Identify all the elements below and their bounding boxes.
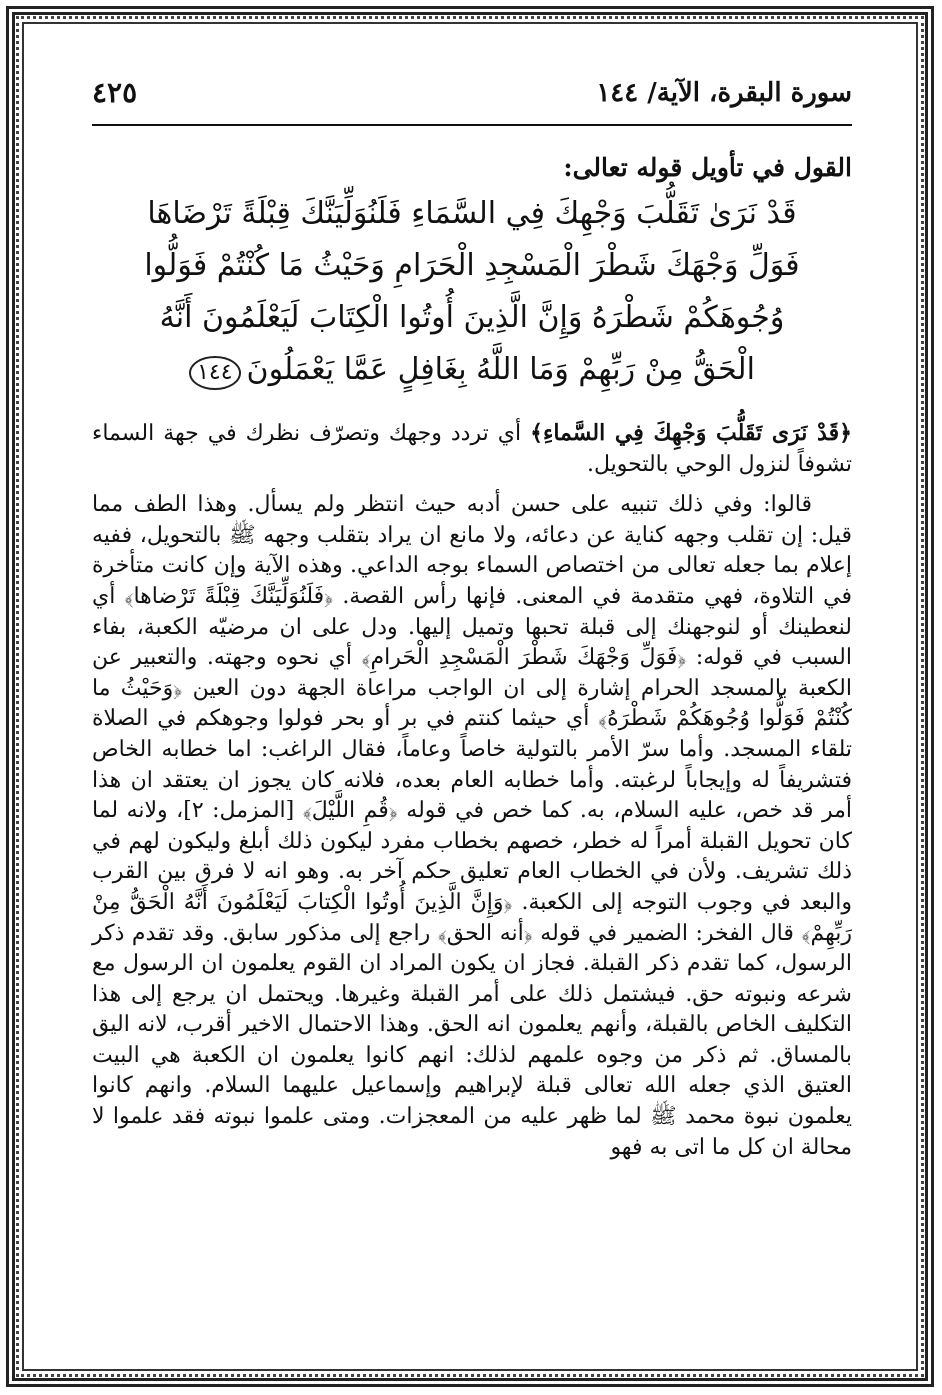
quran-verse bbox=[92, 188, 852, 396]
running-title: سورة البقرة، الآية/ ١٤٤ bbox=[596, 78, 852, 108]
verse-number-marker: ١٤٤ bbox=[189, 356, 240, 390]
page-body bbox=[92, 150, 852, 1163]
page-header bbox=[92, 74, 852, 118]
section-heading: القول في تأويل قوله تعالى: bbox=[563, 153, 852, 182]
commentary-paragraph-1 bbox=[92, 418, 852, 480]
page-number: ٤٢٥ bbox=[92, 76, 138, 109]
verse-quote: ﴿قَدْ نَرَى تَقَلُّبَ وَجْهِكَ فِي السَّماءِ﴾ bbox=[530, 420, 852, 446]
header-rule bbox=[92, 124, 852, 126]
paragraph-text: أي تردد وجهك وتصرّف نظرك في جهة السماء تشوفاً لنزول الوحي بالتحويل. bbox=[92, 421, 852, 477]
commentary-paragraph-2: قالوا: وفي ذلك تنبيه على حسن أدبه حيث انتظر ولم يسأل. وهذا الطف مما قيل: إن تقلب وجهه كناية عن دعائه، ولا مانع ان يراد بتقلب وجهه ﷺ بالتحويل، ففيه إعلام بما جعله تعالى من اختصاص السماء بوجه الداعي. وهذه الآية وإن كانت متأخرة في التلاوة، فهي متقدمة في المعنى. فإنها رأس القصة. ﴿فَلَنُوَلِّيَنَّكَ قِبْلَةً تَرْضاها﴾ أي لنعطينك أو لنوجهنك إلى قبلة تحبها وتميل إليها. ودل على ان مرضيّه الكعبة، بفاء السبب في قوله: ﴿فَوَلِّ وَجْهَكَ شَطْرَ الْمَسْجِدِ الْحَرامِ﴾ أي نحوه وجهته. والتعبير عن الكعبة بالمسجد الحرام إشارة إلى ان الواجب مراعاة الجهة دون العين ﴿وَحَيْثُ ما كُنْتُمْ فَوَلُّوا وُجُوهَكُمْ شَطْرَهُ﴾ أي حيثما كنتم في بر أو بحر فولوا وجوهكم في الصلاة تلقاء المسجد. وأما سرّ الأمر بالتولية خاصاً وعاماً، فقال الراغب: اما خطابه الخاص فتشريفاً له وإيجاباً لرغبته. وأما خطابه العام بعده، فلانه كان يجوز ان يعتقد ان هذا أمر قد خص، عليه السلام، به. كما خص في قوله ﴿قُمِ اللَّيْلَ﴾ [المزمل: ٢]، ولانه لما كان تحويل القبلة أمراً له خطر، خصهم بخطاب مفرد ليكون ذلك أبلغ وليكون لهم في ذلك تشريف. ولأن في الخطاب العام تعليق حكم آخر به. وهو انه لا فرق بين القرب والبعد في وجوب التوجه إلى الكعبة. ﴿وَإِنَّ الَّذِينَ أُوتُوا الْكِتابَ لَيَعْلَمُونَ أَنَّهُ الْحَقُّ مِنْ رَبِّهِمْ﴾ قال الفخر: الضمير في قوله ﴿أنه الحق﴾ راجع إلى مذكور سابق. وقد تقدم ذكر الرسول، كما تقدم ذكر القبلة. فجاز ان يكون المراد ان القوم يعلمون ان الرسول مع شرعه ونبوته حق. فيشتمل ذلك على أمر القبلة وغيرها. ويحتمل ان يرجع إلى هذا التكليف الخاص بالقبلة، وأنهم يعلمون انه الحق. وهذا الاحتمال الاخير أقرب، لانه اليق بالمساق. ثم ذكر من وجوه علمهم لذلك: انهم كانوا يعلمون ان الكعبة هي البيت العتيق الذي جعله الله تعالى قبلة لإبراهيم وإسماعيل عليهما السلام. وانهم كانوا يعلمون نبوة محمد ﷺ لما ظهر عليه من المعجزات. ومتى علموا نبوته فقد علموا لا محالة ان كل ما اتى به فهو bbox=[92, 492, 852, 1160]
verse-text: قَدْ نَرَىٰ تَقَلُّبَ وَجْهِكَ فِي السَّمَاءِ فَلَنُوَلِّيَنَّكَ قِبْلَةً تَرْضَاهَا فَوَلِّ وَجْهَكَ شَطْرَ الْمَسْجِدِ الْحَرَامِ وَحَيْثُ مَا كُنْتُمْ فَوَلُّوا وُجُوهَكُمْ شَطْرَهُ وَإِنَّ الَّذِينَ أُوتُوا الْكِتَابَ لَيَعْلَمُونَ أَنَّهُ الْحَقُّ مِنْ رَبِّهِمْ وَمَا اللَّهُ بِغَافِلٍ عَمَّا يَعْمَلُونَ bbox=[144, 196, 800, 387]
